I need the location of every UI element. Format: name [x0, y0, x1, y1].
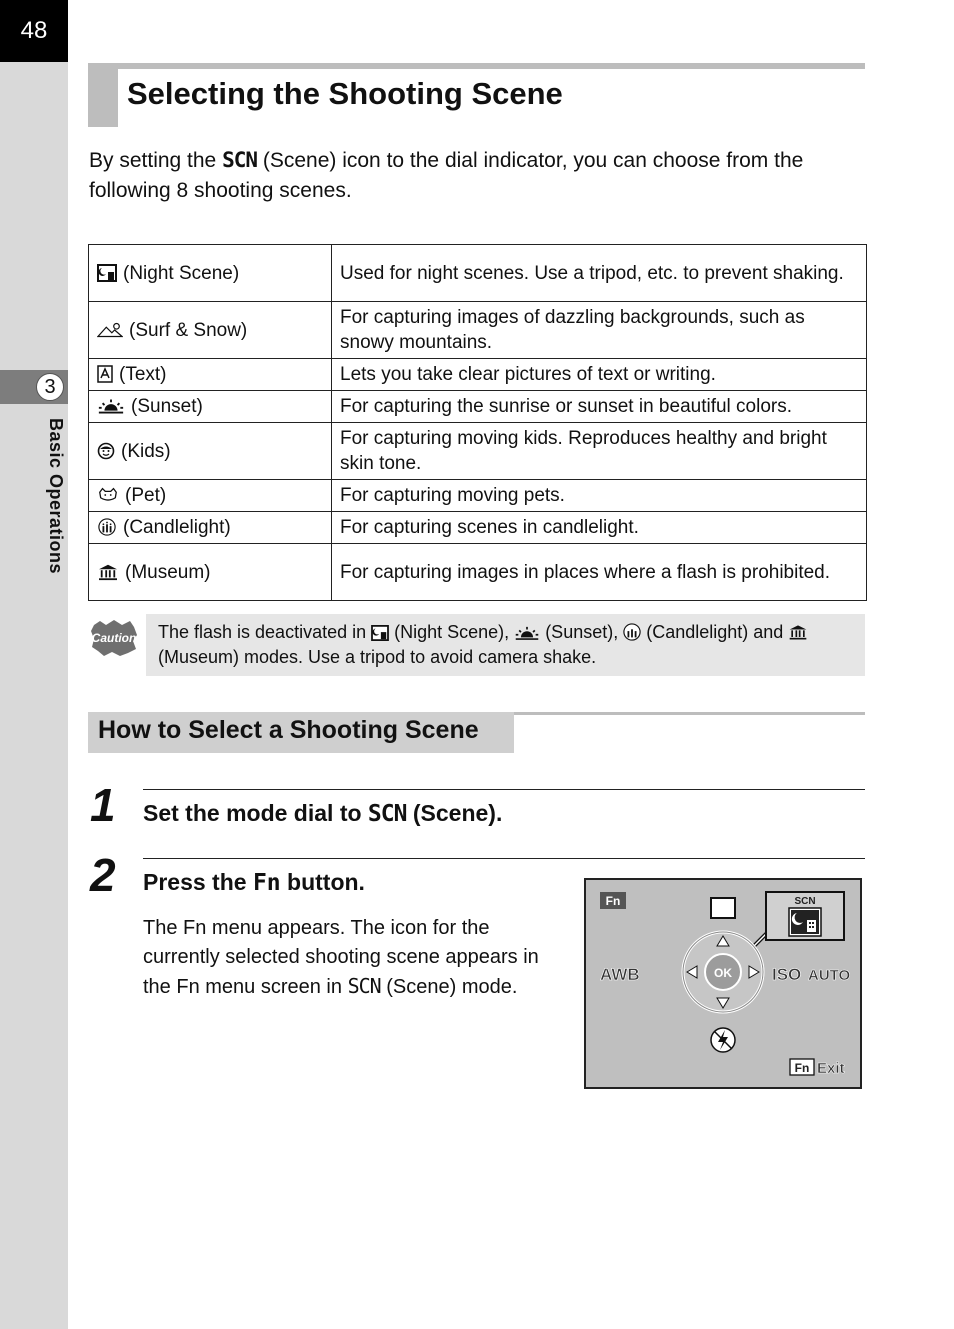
fn-menu-graphic [586, 880, 860, 1087]
camera-fn-menu-screen [584, 878, 862, 1089]
title-rule [88, 63, 865, 69]
step-text: Press the Fn button. [143, 869, 365, 896]
table-row: (Surf & Snow) For capturing images of dazzling backgrounds, such as snowy mountains. [89, 302, 867, 359]
step-rule [143, 789, 865, 790]
awb-label: AWB [600, 965, 640, 984]
svg-text:Caution: Caution [91, 631, 137, 645]
section-title: How to Select a Shooting Scene [98, 716, 479, 744]
table-row: (Sunset) For capturing the sunrise or sunset in beautiful colors. [89, 391, 867, 423]
museum-icon [788, 623, 808, 641]
candlelight-icon [623, 623, 641, 641]
iso-auto-label: AUTO [808, 967, 851, 984]
step-text: Set the mode dial to SCN (Scene). [143, 800, 503, 827]
candlelight-icon [97, 518, 117, 536]
night-scene-icon [97, 264, 117, 282]
scene-table [88, 244, 867, 601]
fn-button-icon: Fn [252, 870, 281, 896]
night-scene-icon [789, 908, 821, 936]
table-row: (Candlelight) For capturing scenes in candlelight. [89, 512, 867, 544]
sunset-icon [514, 625, 540, 641]
svg-text:OK: OK [714, 966, 732, 980]
step-description: The Fn menu appears. The icon for the currently selected shooting scene appears in the Fn menu screen in SCN (Scene) mode. [143, 917, 539, 998]
table-row: (Night Scene) Used for night scenes. Use a tripod, etc. to prevent shaking. [89, 245, 867, 302]
page-title: Selecting the Shooting Scene [127, 76, 563, 111]
caution-icon [90, 619, 138, 657]
step-number: 2 [90, 849, 116, 901]
caution-text: The flash is deactivated in (Night Scene), (Sunset), (Candlelight) and (Museum) modes. Use a tripod to avoid camera shake. [158, 620, 858, 670]
kids-icon [97, 442, 115, 460]
scn-label: SCN [794, 896, 816, 907]
title-block [88, 63, 118, 127]
chapter-number: 3 [36, 373, 64, 401]
scene-mode-icon: SCN [367, 801, 407, 827]
flash-off-icon [711, 1028, 735, 1052]
margin-strip [0, 0, 68, 1329]
surf-snow-icon [97, 321, 123, 339]
chapter-title: Basic Operations [46, 418, 66, 575]
intro-paragraph: By setting the SCN (Scene) icon to the dial indicator, you can choose from the following 8 shooting scenes. [89, 148, 804, 202]
table-row: (Text) Lets you take clear pictures of text or writing. [89, 359, 867, 391]
step-number: 1 [90, 779, 116, 831]
svg-text:Fn: Fn [605, 894, 621, 908]
svg-text:Fn: Fn [794, 1061, 810, 1075]
night-scene-icon [371, 625, 389, 641]
sunset-icon [97, 397, 125, 415]
page-number: 48 [0, 0, 68, 62]
scene-mode-icon: SCN [222, 148, 258, 172]
text-icon [97, 365, 113, 383]
table-row: (Museum) For capturing images in places where a flash is prohibited. [89, 544, 867, 601]
scene-mode-icon: SCN [347, 974, 381, 998]
single-frame-icon [711, 898, 735, 918]
exit-label: Exit [817, 1060, 845, 1077]
museum-icon [97, 563, 119, 581]
table-row: (Kids) For capturing moving kids. Reproduces healthy and bright skin tone. [89, 423, 867, 480]
pet-icon [97, 486, 119, 504]
iso-label: ISO [772, 965, 802, 984]
table-row: (Pet) For capturing moving pets. [89, 480, 867, 512]
step-rule [143, 858, 865, 859]
